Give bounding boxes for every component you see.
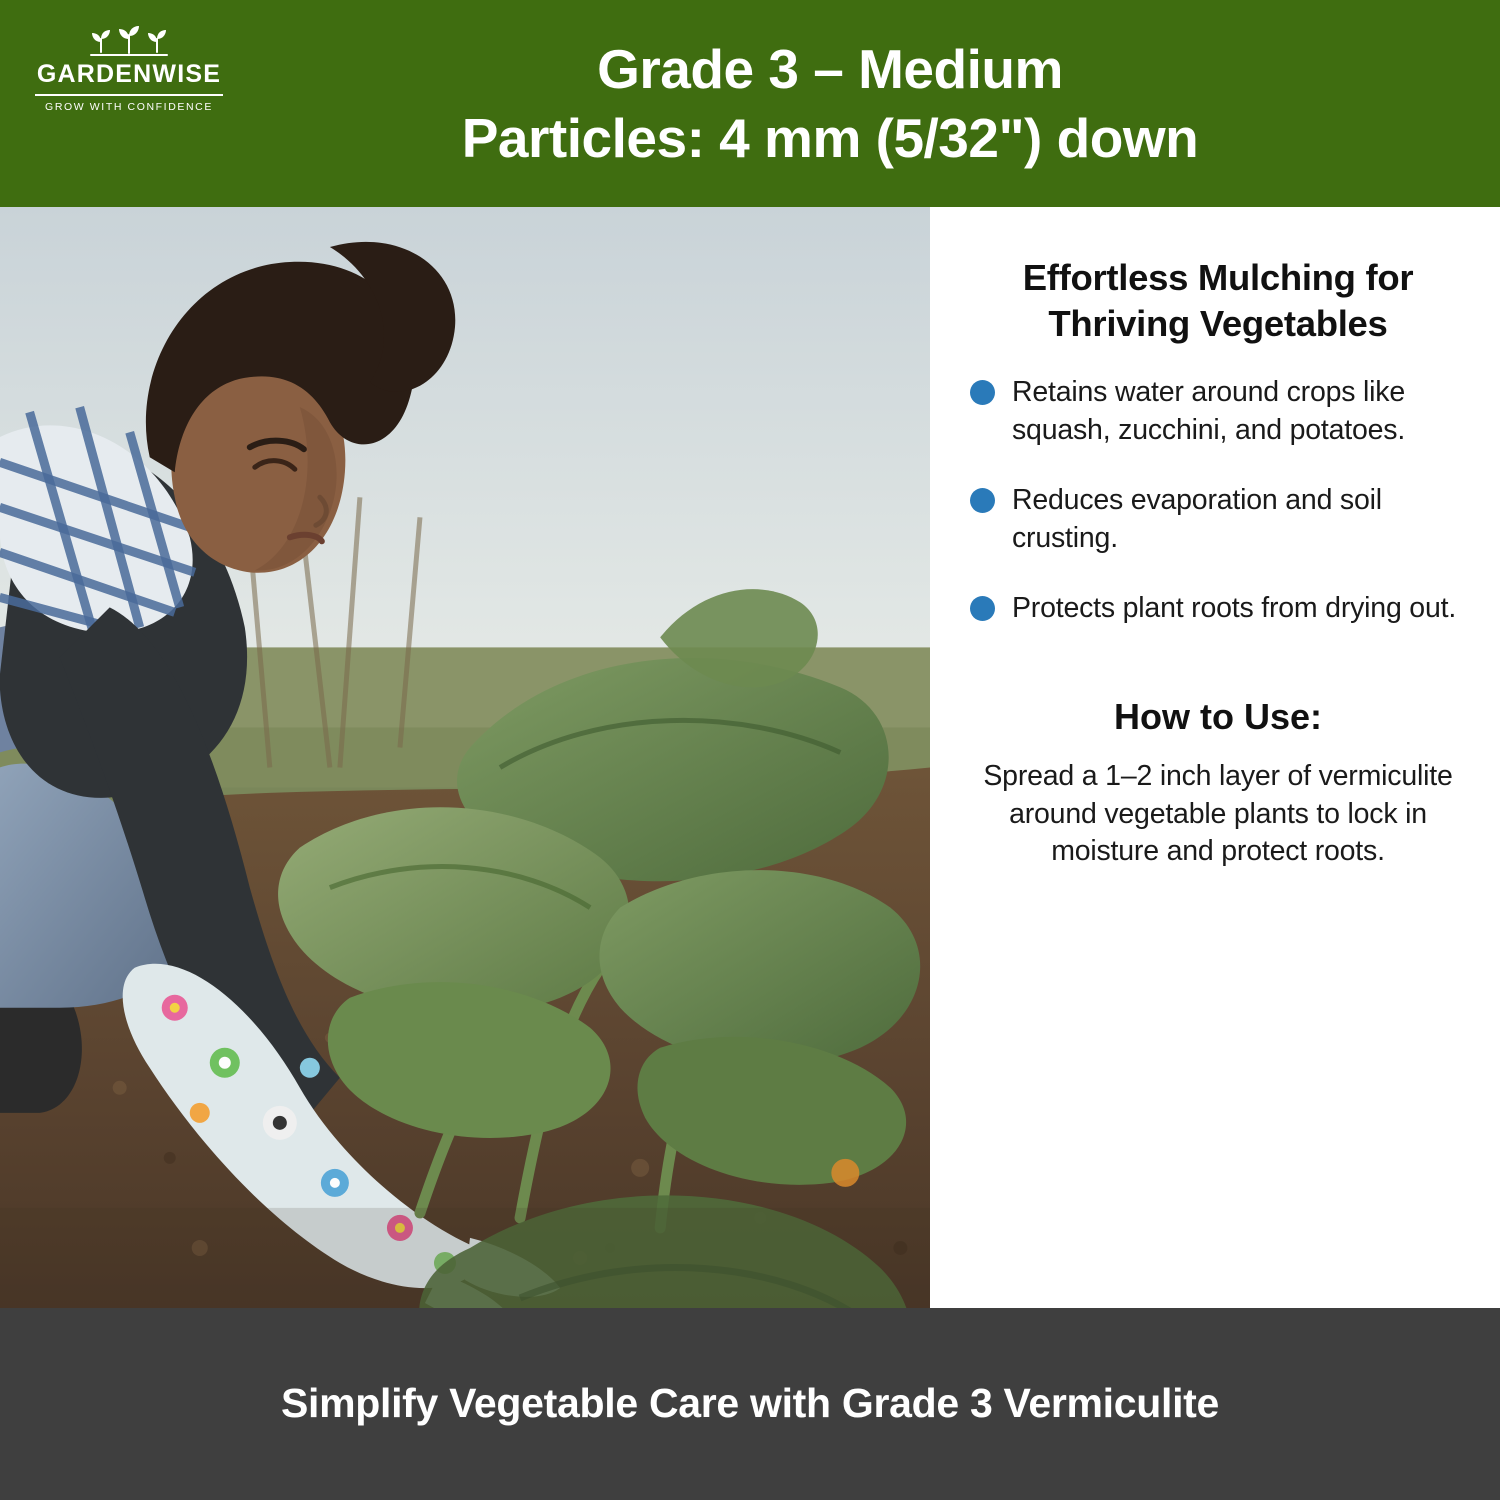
brand-name: GARDENWISE xyxy=(36,60,222,88)
bullet-text: Reduces evaporation and soil crusting. xyxy=(1012,484,1382,554)
bullet-text: Retains water around crops like squash, zucchini, and potatoes. xyxy=(1012,376,1406,447)
photo-illustration xyxy=(0,207,930,1308)
list-item xyxy=(970,590,1466,628)
bullet-dot-icon xyxy=(970,596,995,621)
header-title-line-2: Particles: 4 mm (5/32") down xyxy=(461,106,1199,169)
bullet-text: Protects plant roots from drying out. xyxy=(1012,591,1457,624)
bullet-dot-icon xyxy=(970,380,995,405)
seedling-sprouts-icon xyxy=(86,22,172,60)
info-panel xyxy=(930,207,1500,1308)
bullet-dot-icon xyxy=(970,488,995,513)
gardener-photo xyxy=(0,207,930,1308)
brand-tagline: GROW WITH CONFIDENCE xyxy=(45,101,213,113)
list-item xyxy=(970,482,1466,558)
brand-divider xyxy=(35,94,223,96)
content-area xyxy=(0,207,1500,1308)
panel-heading: Effortless Mulching for Thriving Vegetables xyxy=(1022,257,1414,344)
howto-text: Spread a 1–2 inch layer of vermiculite around vegetable plants to lock in moisture and protect roots. xyxy=(983,759,1453,868)
footer-text: Simplify Vegetable Care with Grade 3 Vermiculite xyxy=(280,1380,1220,1427)
header-banner xyxy=(0,0,1500,207)
footer-banner xyxy=(0,1308,1500,1500)
howto-heading: How to Use: xyxy=(1113,695,1322,737)
benefits-list xyxy=(970,374,1466,659)
list-item xyxy=(970,374,1466,450)
header-title-line-1: Grade 3 – Medium xyxy=(597,38,1063,101)
page-title xyxy=(282,35,1218,171)
brand-logo xyxy=(14,22,244,113)
